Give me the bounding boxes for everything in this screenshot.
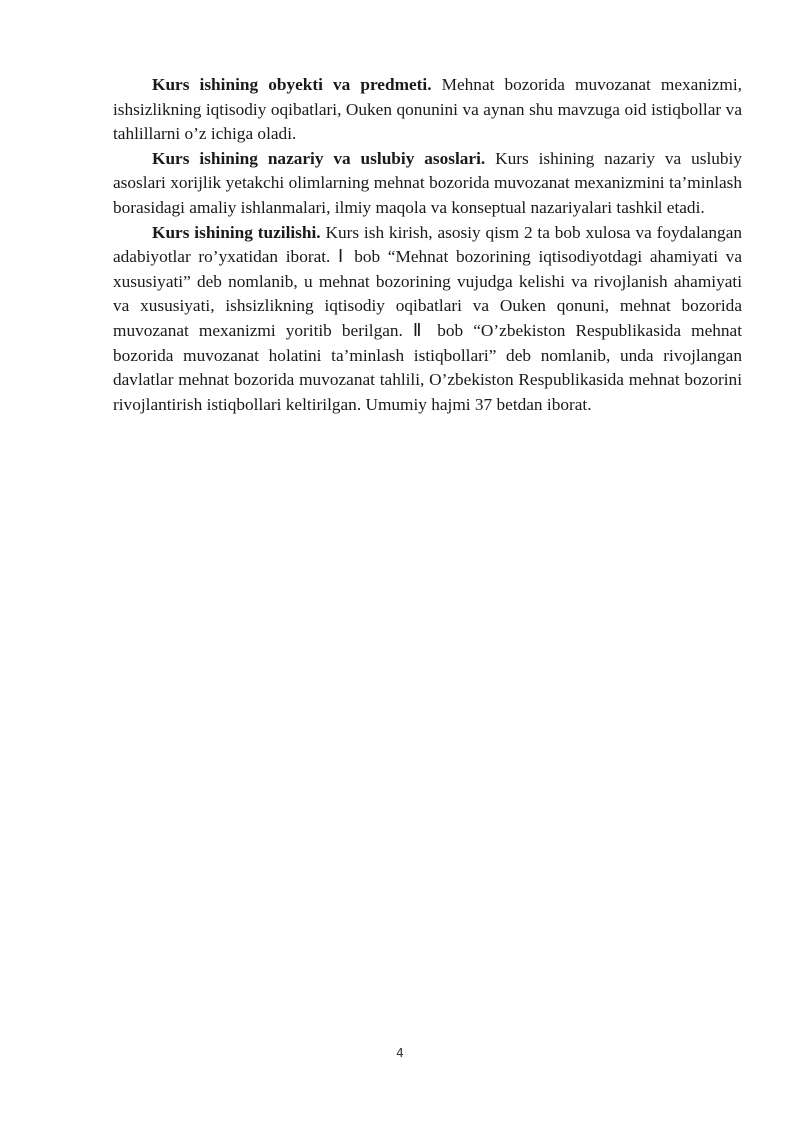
paragraph-heading: Kurs ishining obyekti va predmeti. — [152, 75, 432, 94]
body-text — [113, 73, 742, 417]
paragraph-object-subject — [113, 73, 742, 147]
paragraph-theoretical-basis — [113, 147, 742, 221]
paragraph-text: Kurs ish kirish, asosiy qism 2 ta bob xulosa va foydalangan adabiyotlar ro’yxatidan iborat. Ⅰ bob “Mehnat bozorining iqtisodiyotdagi ahamiyati va xususiyati” deb nomlanib, u mehnat bozorining vujudga kelishi va rivojlanish ahamiyati va xususiyati, ishsizlikning iqtisodiy oqibatlari va Ouken qonuni, mehnat bozorida muvozanat mexanizmi yoritib berilgan. Ⅱ bob “O’zbekiston Respublikasida mehnat bozorida muvozanat holatini ta’minlash istiqbollari” deb nomlanib, unda rivojlangan davlatlar mehnat bozorida muvozanat tahlili, O’zbekiston Respublikasida mehnat bozorini rivojlantirish istiqbollari keltirilgan. Umumiy hajmi 37 betdan iborat. — [113, 222, 743, 414]
paragraph-structure — [113, 221, 742, 418]
paragraph-heading: Kurs ishining nazariy va uslubiy asoslari. — [152, 148, 486, 168]
paragraph-heading: Kurs ishining tuzilishi. — [152, 222, 321, 242]
page-number: 4 — [396, 1046, 404, 1060]
paragraph-text: Mehnat bozorida muvozanat mexanizmi, ishsizlikning iqtisodiy oqibatlari, Ouken qonunini va aynan shu mavzuga oid istiqbollar va tahlillarni o’z ichiga oladi. — [113, 75, 742, 144]
paragraph-text: Kurs ishining nazariy va uslubiy asoslari xorijlik yetakchi olimlarning mehnat bozorida muvozanat mexanizmini ta’minlash borasidagi amaliy ishlanmalari, ilmiy maqola va konseptual nazariyalari tashkil etadi. — [113, 148, 742, 217]
